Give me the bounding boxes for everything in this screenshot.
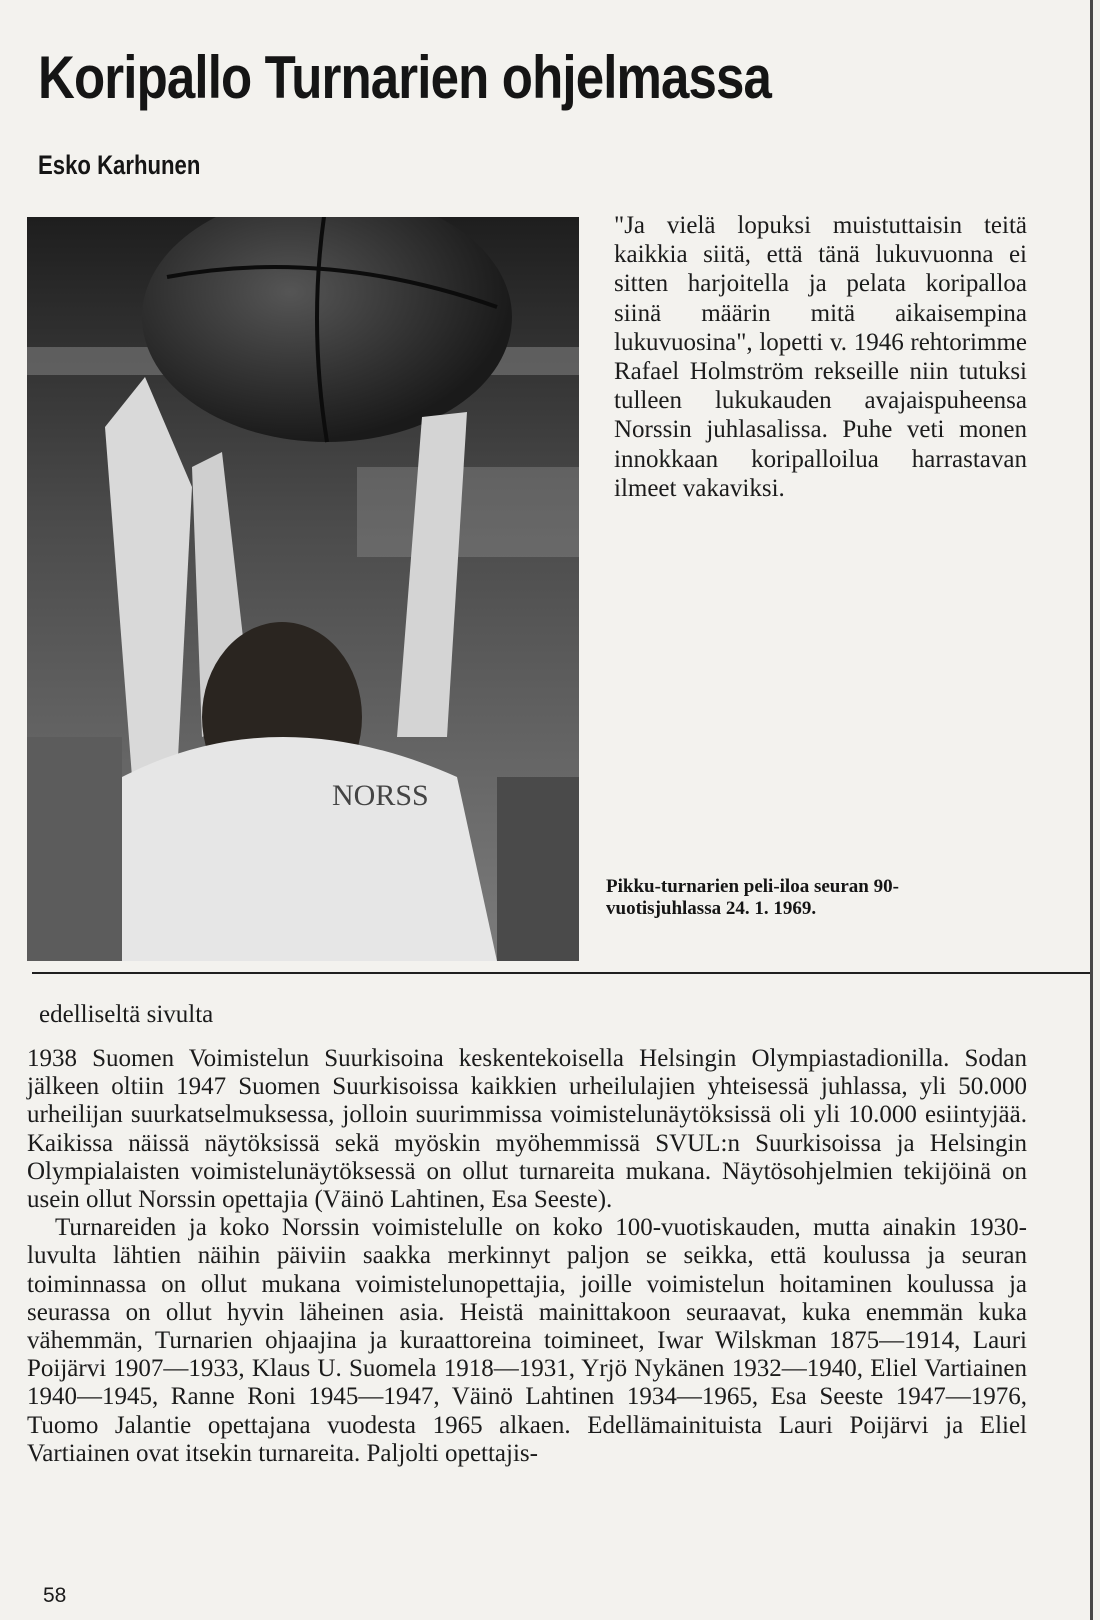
body-paragraph: 1938 Suomen Voimistelun Suurkisoina keskentekoisella Helsingin Olympiastadionilla. Sodan jälkeen oltiin 1947 Suomen Suurkisoissa kaikkien urheilulajien yhteisessä juhlassa, yli 50.000 urheilijan suurkatselmuksessa, jolloin suurimmissa voimistelunäytöksissä oli yli 10.000 esiintyjää. Kaikissa näissä näytöksissä sekä myöskin myöhemmissä SVUL:n Suurkisoissa ja Helsingin Olympialaisten voimistelunäytöksessä on ollut turnareita mukana. Näytösohjelmien tekijöinä on usein ollut Norssin opettajia (Väinö Lahtinen, Esa Seeste). <box>27 1045 1027 1214</box>
body-text <box>27 1045 1027 1468</box>
intro-paragraph: "Ja vielä lopuksi muistuttaisin teitä kaikkia siitä, että tänä lukuvuonna ei sitten harjoitella ja pelata koripalloa siinä määrin mitä aikaisempina lukuvuosina", lopetti v. 1946 rehtorimme Rafael Holmström rekseille niin tutuksi tulleen lukukauden avajaispuheensa Norssin juhlasalissa. Puhe veti monen innokkaan koripalloilua harrastavan ilmeet vakaviksi. <box>614 212 1027 502</box>
shirt-text: NORSS <box>332 779 429 812</box>
page-number: 58 <box>43 1584 67 1607</box>
photo-caption: Pikku-turnarien peli-iloa seuran 90-vuotisjuhlassa 24. 1. 1969. <box>606 876 899 919</box>
body-paragraph: Turnareiden ja koko Norssin voimistelulle on koko 100-vuotiskauden, mutta ainakin 1930-luvulta lähtien näihin päiviin saakka merkinnyt paljon se seikka, että koulussa ja seuran toiminnassa on ollut mukana voimistelunopettajia, joille voimistelun hoitaminen koulussa ja seurassa on ollut hyvin läheinen asia. Heistä mainittakoon seuraavat, kuka enemmän kuka vähemmän, Turnarien ohjaajina ja kuraattoreina toimineet, Iwar Wilskman 1875—1914, Lauri Poijärvi 1907—1933, Klaus U. Suomela 1918—1931, Yrjö Nykänen 1932—1940, Eliel Vartiainen 1940—1945, Ranne Roni 1945—1947, Väinö Lahtinen 1934—1965, Esa Seeste 1947—1976, Tuomo Jalantie opettajana vuodesta 1965 alkaen. Edellämainituista Lauri Poijärvi ja Eliel Vartiainen ovat itsekin turnareita. Paljolti opettajis- <box>27 1214 1027 1467</box>
article-title: Koripallo Turnarien ohjelmassa <box>38 44 772 111</box>
photo-illustration <box>27 217 579 961</box>
article-photo <box>27 217 579 961</box>
section-divider <box>32 972 1090 974</box>
author-byline: Esko Karhunen <box>38 150 201 180</box>
continued-from-label: edelliseltä sivulta <box>39 1001 214 1028</box>
page-edge <box>1090 0 1093 1620</box>
